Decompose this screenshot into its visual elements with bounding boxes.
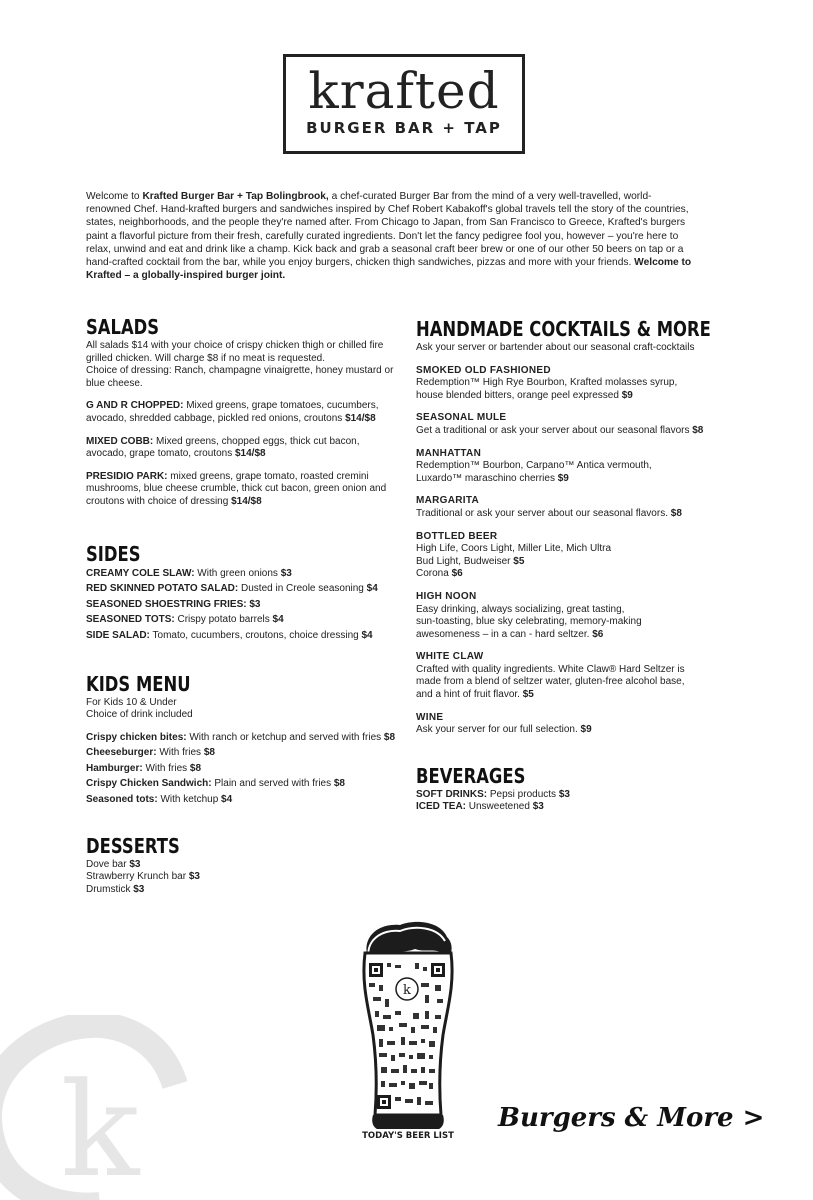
intro-paragraph: Welcome to Krafted Burger Bar + Tap Bolingbrook, a chef-curated Burger Bar from the mind of a very well-travelled, world-renowned Chef. Hand-krafted burgers and sandwiches inspired by Chef Robert Kabakoff's global travels tell the story of the countries, states, neighborhoods, and the people they're named after. From Chicago to Japan, from San Francisco to Greece, Krafted's burgers paint a flavorful picture from their fresh, carefully curated ingredients. Don't let the fancy pedigree fool you, however – you're here to relax, unwind and eat and drink like a champ. Kick back and grab a seasonal craft beer brew or one of our other 50 beers on tap or a hand-crafted cocktail from the bar, while you enjoy burgers, chicken thigh sandwiches, pizzas and more with your friends. Welcome to Krafted – a globally-inspired burger joint. <box>86 191 692 282</box>
drink-item: MARGARITA Traditional or ask your server about our seasonal flavors. $8 <box>416 495 682 519</box>
kids-drink-note: Choice of drink included <box>86 709 193 721</box>
menu-item: MIXED COBB: Mixed greens, chopped eggs, thick cut bacon, avocado, grape tomato, croutons $14/$8 <box>86 435 360 460</box>
beer-glass-qr-icon[interactable] <box>355 915 460 1140</box>
menu-item: Cheeseburger: With fries $8 <box>86 747 215 759</box>
cocktails-note: Ask your server or bartender about our seasonal craft-cocktails <box>416 342 695 353</box>
menu-item: SEASONED TOTS: Crispy potato barrels $4 <box>86 614 284 626</box>
sides-section <box>86 543 396 643</box>
drink-item: SMOKED OLD FASHIONED Redemption™ High Rye Bourbon, Krafted molasses syrup, house blended bitters, orange peel expressed $9 <box>416 364 678 401</box>
menu-item: Crispy Chicken Sandwich: Plain and served with fries $8 <box>86 778 345 790</box>
salads-heading: SALADS <box>86 315 160 339</box>
right-column <box>416 318 716 840</box>
drink-item: WINE Ask your server for our full selection. $9 <box>416 711 592 736</box>
drink-item: WHITE CLAW Crafted with quality ingredients. White Claw® Hard Seltzer is made from a blend of seltzer water, gluten-free alcohol base, and a hint of fruit flavor. $5 <box>416 651 685 701</box>
kids-age-note: For Kids 10 & Under <box>86 696 177 708</box>
drink-item: HIGH NOON Easy drinking, always socializing, great tasting, sun-toasting, blue sky celebrating, memory-making awesomeness – in a can - hard seltzer. $6 <box>416 590 642 640</box>
intro-restaurant-name: Krafted Burger Bar + Tap Bolingbrook, <box>142 191 329 202</box>
cocktails-section <box>416 318 716 737</box>
menu-item: Strawberry Krunch bar $3 <box>86 871 200 883</box>
menu-item: CREAMY COLE SLAW: With green onions $3 <box>86 567 292 579</box>
menu-item: Hamburger: With fries $8 <box>86 762 202 774</box>
logo-word: krafted <box>308 62 500 120</box>
logo-tagline: BURGER BAR + TAP <box>306 119 502 137</box>
menu-item: SIDE SALAD: Tomato, cucumbers, croutons, choice dressing $4 <box>86 629 373 641</box>
menu-item: SEASONED SHOESTRING FRIES: $3 <box>86 598 261 610</box>
cocktails-heading: HANDMADE COCKTAILS & MORE <box>416 317 711 341</box>
drink-item: SEASONAL MULE Get a traditional or ask your server about our seasonal flavors $8 <box>416 412 704 436</box>
menu-item: G AND R CHOPPED: Mixed greens, grape tomatoes, cucumbers, avocado, shredded cabbage, pickled red onions, croutons $14/$8 <box>86 400 379 424</box>
beer-list-badge: k <box>403 983 411 998</box>
menu-item: Dove bar $3 <box>86 858 141 870</box>
kids-heading: KIDS MENU <box>86 671 191 696</box>
beverages-section <box>416 765 716 814</box>
krafted-k-watermark-icon <box>0 1015 200 1200</box>
desserts-heading: DESSERTS <box>86 833 180 858</box>
menu-item: Crispy chicken bites: With ranch or ketchup and served with fries $8 <box>86 731 396 743</box>
krafted-logo <box>283 54 525 154</box>
beer-list-label: TODAY'S BEER LIST <box>362 1131 454 1140</box>
menu-item: RED SKINNED POTATO SALAD: Dusted in Creole seasoning $4 <box>86 583 378 595</box>
salads-note: All salads $14 with your choice of crispy chicken thigh or chilled fire grilled chicken. Will charge $8 if no meat is requested. <box>86 340 384 364</box>
left-column <box>86 316 396 922</box>
menu-item: Drumstick $3 <box>86 883 145 895</box>
menu-item: PRESIDIO PARK: mixed greens, grape tomato, roasted cremini mushrooms, blue cheese crumble, thick cut bacon, green onion and croutons with choice of dressing $14/$8 <box>86 470 387 507</box>
sides-heading: SIDES <box>86 541 141 566</box>
menu-item: Seasoned tots: With ketchup $4 <box>86 794 233 806</box>
salads-dressing-note: Choice of dressing: Ranch, champagne vinaigrette, honey mustard or blue cheese. <box>86 365 394 389</box>
burgers-more-link[interactable]: Burgers & More > <box>498 1103 765 1133</box>
drink-item: MANHATTAN Redemption™ Bourbon, Carpano™ Antica vermouth, Luxardo™ maraschino cherries $9 <box>416 447 652 484</box>
drink-item: SOFT DRINKS: Pepsi products $3 <box>416 788 570 800</box>
desserts-section <box>86 835 396 897</box>
drink-item: BOTTLED BEER High Life, Coors Light, Miller Lite, Mich Ultra Bud Light, Budweiser $5 Corona $6 <box>416 530 612 580</box>
watermark-letter: k <box>60 1054 140 1200</box>
intro-closing: Welcome to Krafted – a globally-inspired burger joint. <box>86 257 692 282</box>
drink-item: ICED TEA: Unsweetened $3 <box>416 801 544 813</box>
salads-section <box>86 316 396 509</box>
beverages-heading: BEVERAGES <box>416 763 526 788</box>
kids-section <box>86 673 396 807</box>
